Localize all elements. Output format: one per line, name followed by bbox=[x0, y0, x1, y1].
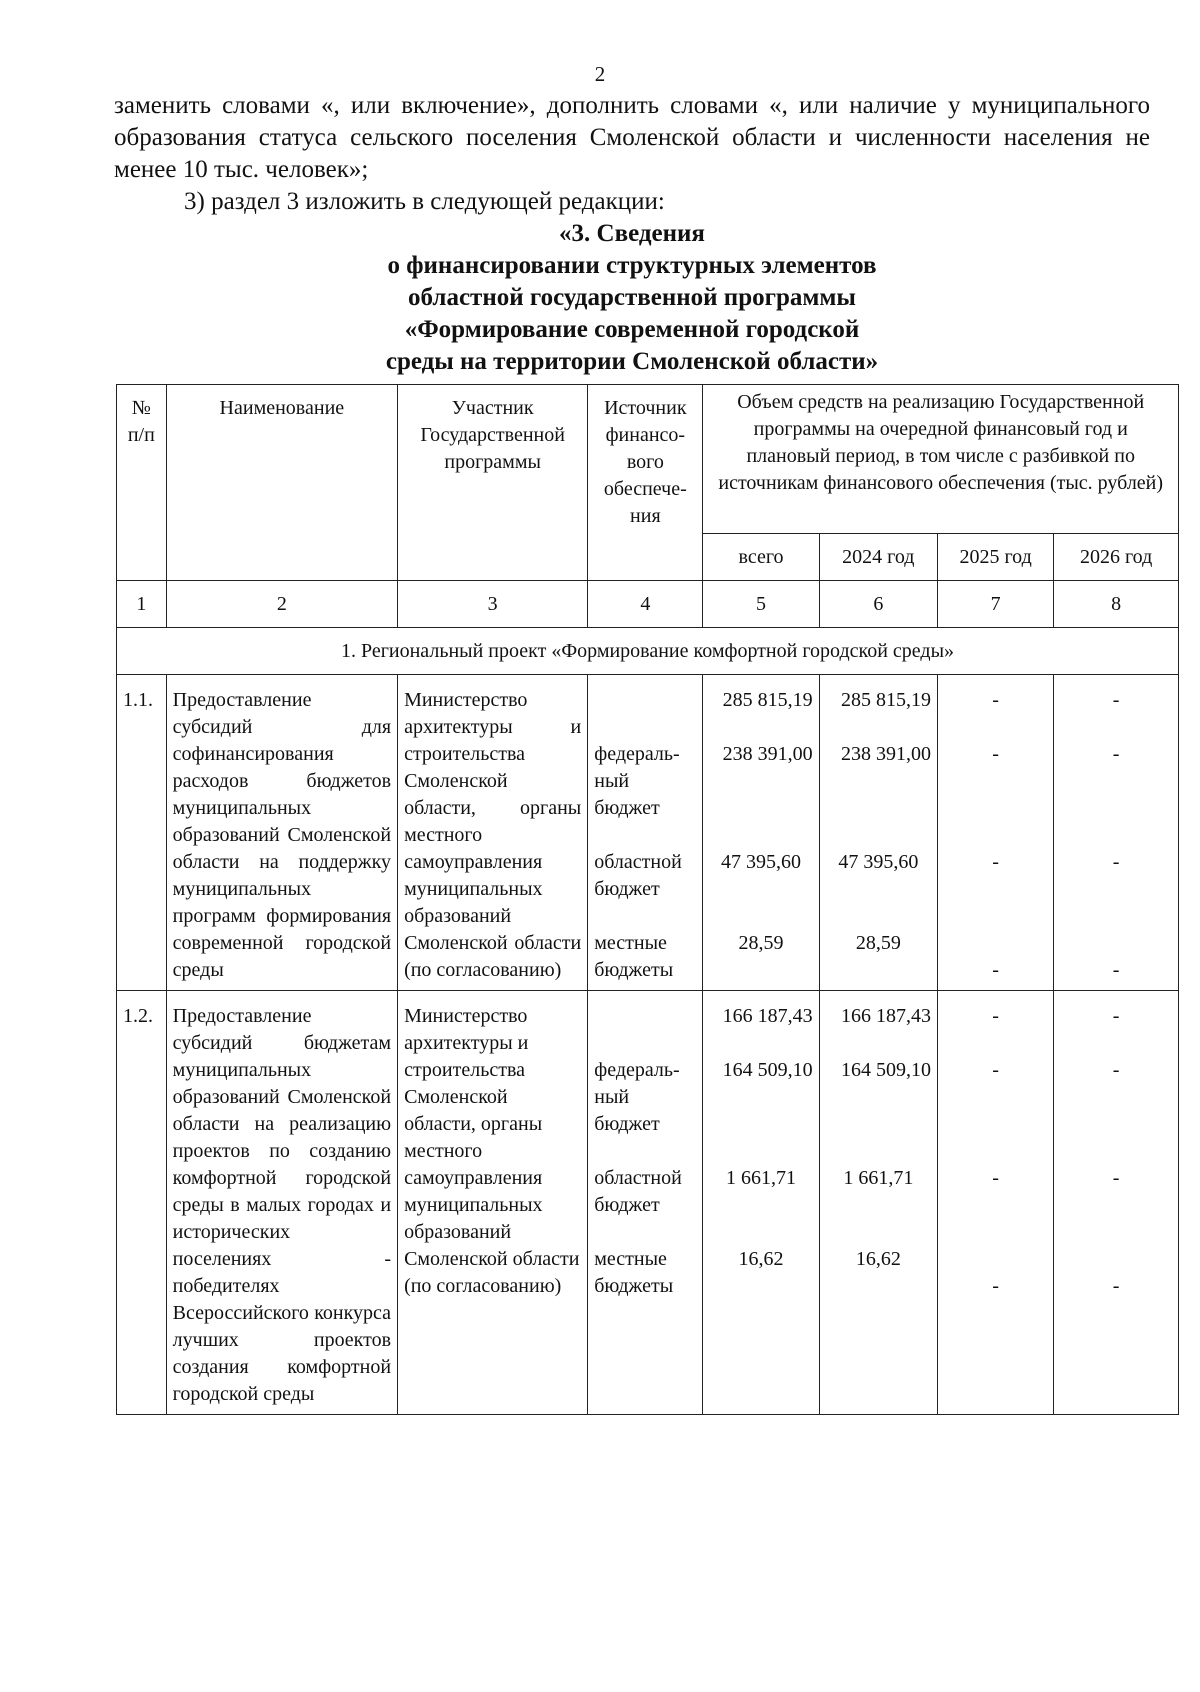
value-line bbox=[944, 1246, 1047, 1273]
column-number: 5 bbox=[703, 581, 819, 628]
row-number: 1.2. bbox=[117, 991, 167, 1415]
source-line: местные bbox=[594, 932, 667, 954]
value-line: - bbox=[992, 1167, 999, 1189]
source-line bbox=[594, 687, 696, 714]
header-num: № п/п bbox=[117, 385, 167, 581]
value-line bbox=[826, 1219, 931, 1246]
column-number: 7 bbox=[937, 581, 1053, 628]
source-line: бюджет bbox=[594, 1113, 660, 1135]
column-number: 2 bbox=[166, 581, 397, 628]
row-source bbox=[588, 675, 703, 991]
heading-line: областной государственной программы bbox=[408, 284, 856, 311]
source-line: бюджет bbox=[594, 1194, 660, 1216]
value-line bbox=[826, 795, 931, 822]
value-line: 164 509,10 bbox=[722, 1059, 813, 1081]
header-source: Источник финансо-вого обеспече-ния bbox=[588, 385, 703, 581]
column-number: 1 bbox=[117, 581, 167, 628]
value-line bbox=[1060, 876, 1172, 903]
value-line bbox=[1060, 1030, 1172, 1057]
source-line: местные bbox=[594, 1248, 667, 1270]
row-2026 bbox=[1054, 991, 1179, 1415]
column-number: 8 bbox=[1054, 581, 1179, 628]
source-line bbox=[594, 714, 696, 741]
source-line: областной bbox=[594, 1167, 682, 1189]
source-line: бюджет bbox=[594, 878, 660, 900]
value-line bbox=[826, 768, 931, 795]
value-line bbox=[709, 795, 812, 822]
value-line bbox=[944, 903, 1047, 930]
value-line bbox=[709, 1111, 812, 1138]
section-heading bbox=[114, 218, 1150, 378]
value-line: 238 391,00 bbox=[722, 743, 813, 765]
value-line bbox=[1060, 1084, 1172, 1111]
value-line: 16,62 bbox=[855, 1248, 901, 1270]
value-line bbox=[1060, 1246, 1172, 1273]
row-source bbox=[588, 991, 703, 1415]
value-line bbox=[944, 1138, 1047, 1165]
source-line: ный bbox=[594, 770, 630, 792]
heading-line: «Формирование современной городской bbox=[404, 316, 860, 343]
value-line: - bbox=[1112, 959, 1120, 981]
source-line: ный bbox=[594, 1086, 630, 1108]
value-line bbox=[826, 903, 931, 930]
value-line bbox=[1060, 903, 1172, 930]
value-line bbox=[1060, 714, 1172, 741]
header-2026: 2026 год bbox=[1054, 534, 1179, 581]
value-line bbox=[944, 1084, 1047, 1111]
source-line bbox=[594, 903, 696, 930]
header-2025: 2025 год bbox=[937, 534, 1053, 581]
value-line bbox=[826, 1138, 931, 1165]
heading-line: среды на территории Смоленской области» bbox=[385, 348, 879, 375]
row-2026 bbox=[1054, 675, 1179, 991]
source-line: бюджеты bbox=[594, 1275, 674, 1297]
value-line: - bbox=[1112, 851, 1120, 873]
header-volume: Объем средств на реализацию Государственной программы на очередной финансовый год и плановый период, в том числе с разбивкой по источникам финансового обеспечения (тыс. рублей) bbox=[703, 385, 1179, 534]
source-line: федераль- bbox=[594, 743, 680, 765]
value-line bbox=[709, 1192, 812, 1219]
header-2024: 2024 год bbox=[819, 534, 937, 581]
value-line bbox=[709, 903, 812, 930]
table-row bbox=[117, 675, 1179, 991]
value-line: - bbox=[992, 689, 999, 711]
heading-line: о финансировании структурных элементов bbox=[387, 252, 877, 279]
header-name: Наименование bbox=[166, 385, 397, 581]
value-line: - bbox=[992, 1275, 999, 1297]
page-number: 2 bbox=[594, 62, 606, 86]
value-line bbox=[709, 1138, 812, 1165]
row-name: Предоставление субсидий бюджетам муниципальных образований Смоленской области на реализацию проектов по созданию комфортной городской среды в малых городах и исторических поселениях - победителях Всероссийского конкурса лучших проектов создания комфортной городской среды bbox=[166, 991, 397, 1415]
value-line: 16,62 bbox=[738, 1248, 784, 1270]
source-line: бюджет bbox=[594, 797, 660, 819]
value-line: 238 391,00 bbox=[840, 743, 931, 765]
source-line: областной bbox=[594, 851, 682, 873]
value-line: - bbox=[992, 959, 999, 981]
value-line bbox=[709, 876, 812, 903]
column-number: 3 bbox=[398, 581, 588, 628]
value-line bbox=[709, 1219, 812, 1246]
column-number: 6 bbox=[819, 581, 937, 628]
header-participant: Участник Государственной программы bbox=[398, 385, 588, 581]
intro-instruction: 3) раздел 3 изложить в следующей редакции: bbox=[184, 188, 665, 215]
value-line: - bbox=[1112, 689, 1120, 711]
value-line bbox=[1060, 822, 1172, 849]
value-line: 47 395,60 bbox=[838, 851, 919, 873]
value-line bbox=[944, 1030, 1047, 1057]
value-line bbox=[944, 930, 1047, 957]
source-line bbox=[594, 1219, 696, 1246]
column-number: 4 bbox=[588, 581, 703, 628]
value-line bbox=[944, 1111, 1047, 1138]
value-line bbox=[826, 1192, 931, 1219]
value-line bbox=[1060, 1138, 1172, 1165]
source-line bbox=[594, 1138, 696, 1165]
value-line: - bbox=[1112, 743, 1120, 765]
value-line: 166 187,43 bbox=[722, 1005, 813, 1027]
source-line: федераль- bbox=[594, 1059, 680, 1081]
value-line bbox=[1060, 930, 1172, 957]
source-line: бюджеты bbox=[594, 959, 674, 981]
row-2024 bbox=[819, 991, 937, 1415]
value-line bbox=[944, 795, 1047, 822]
value-line: 1 661,71 bbox=[726, 1167, 797, 1189]
value-line bbox=[709, 768, 812, 795]
intro-paragraph: заменить словами «, или включение», дополнить словами «, или наличие у муниципального образования статуса сельского поселения Смоленской области и численности населения не менее 10 тыс. человек»; bbox=[114, 92, 1150, 183]
value-line bbox=[1060, 1111, 1172, 1138]
row-total bbox=[703, 991, 819, 1415]
value-line: 47 395,60 bbox=[721, 851, 802, 873]
value-line bbox=[826, 1111, 931, 1138]
source-line bbox=[594, 1030, 696, 1057]
value-line: 28,59 bbox=[738, 932, 784, 954]
row-participant: Министерство архитектуры и строительства Смоленской области, органы местного самоуправления муниципальных образований Смоленской области (по согласованию) bbox=[398, 675, 588, 991]
value-line: - bbox=[992, 1059, 999, 1081]
value-line: - bbox=[992, 851, 999, 873]
value-line: 28,59 bbox=[855, 932, 901, 954]
source-line bbox=[594, 822, 696, 849]
intro-text bbox=[114, 90, 1150, 218]
value-line: - bbox=[992, 1005, 999, 1027]
row-name: Предоставление субсидий для софинансирования расходов бюджетов муниципальных образований Смоленской области на поддержку муниципальных программ формирования современной городской среды bbox=[166, 675, 397, 991]
row-2024 bbox=[819, 675, 937, 991]
header-total: всего bbox=[703, 534, 819, 581]
value-line: 285 815,19 bbox=[722, 689, 813, 711]
row-2025 bbox=[937, 675, 1053, 991]
value-line bbox=[944, 1219, 1047, 1246]
value-line bbox=[826, 1084, 931, 1111]
value-line: 285 815,19 bbox=[840, 689, 931, 711]
value-line bbox=[709, 1084, 812, 1111]
row-2025 bbox=[937, 991, 1053, 1415]
row-number: 1.1. bbox=[117, 675, 167, 991]
section-row-title: 1. Региональный проект «Формирование комфортной городской среды» bbox=[117, 628, 1179, 675]
row-participant: Министерство архитектуры и строительства Смоленской области, органы местного самоуправления муниципальных образований Смоленской области (по согласованию) bbox=[398, 991, 588, 1415]
value-line: 1 661,71 bbox=[843, 1167, 914, 1189]
table-row bbox=[117, 991, 1179, 1415]
row-total bbox=[703, 675, 819, 991]
financing-table bbox=[116, 384, 1179, 1415]
value-line bbox=[826, 1030, 931, 1057]
value-line: - bbox=[1112, 1005, 1120, 1027]
value-line bbox=[1060, 768, 1172, 795]
value-line bbox=[944, 714, 1047, 741]
value-line bbox=[1060, 1192, 1172, 1219]
value-line bbox=[826, 822, 931, 849]
value-line: 166 187,43 bbox=[840, 1005, 931, 1027]
value-line bbox=[944, 822, 1047, 849]
value-line bbox=[1060, 795, 1172, 822]
value-line bbox=[944, 768, 1047, 795]
value-line: - bbox=[1112, 1059, 1120, 1081]
value-line: - bbox=[1112, 1275, 1120, 1297]
value-line: 164 509,10 bbox=[840, 1059, 931, 1081]
source-line bbox=[594, 1003, 696, 1030]
value-line bbox=[709, 822, 812, 849]
value-line bbox=[826, 876, 931, 903]
value-line bbox=[944, 1192, 1047, 1219]
value-line bbox=[826, 714, 931, 741]
heading-line: «3. Сведения bbox=[559, 220, 705, 247]
value-line: - bbox=[992, 743, 999, 765]
value-line bbox=[709, 714, 812, 741]
value-line bbox=[944, 876, 1047, 903]
value-line bbox=[709, 1030, 812, 1057]
value-line bbox=[1060, 1219, 1172, 1246]
value-line: - bbox=[1112, 1167, 1120, 1189]
